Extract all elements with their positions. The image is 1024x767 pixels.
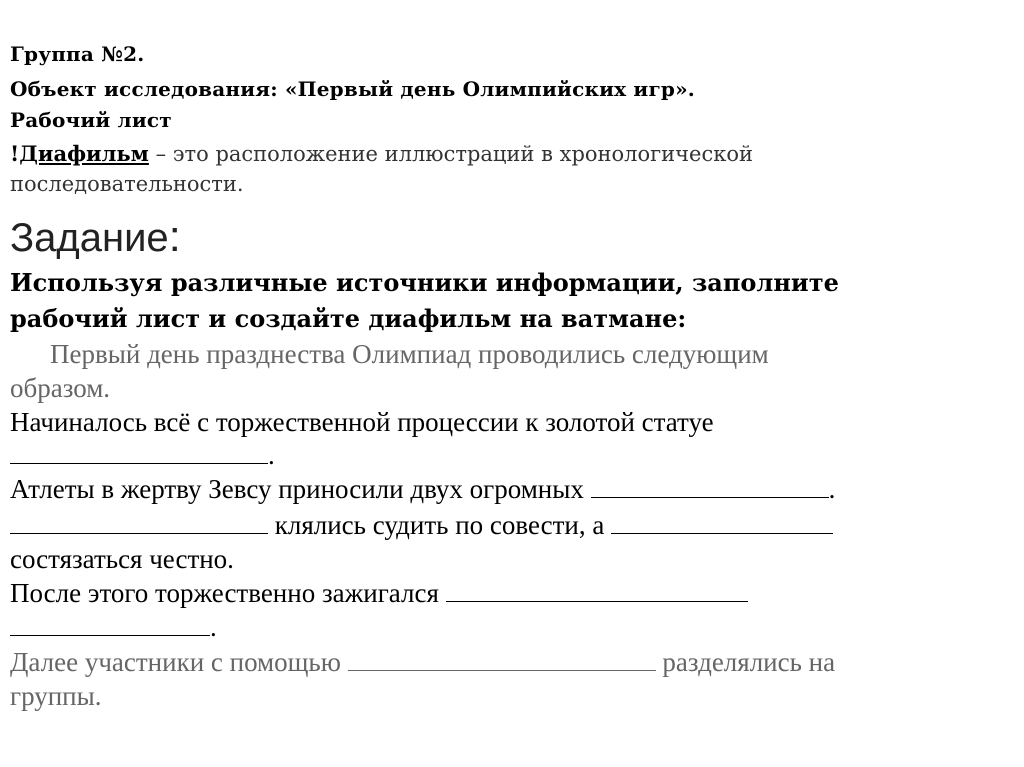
sentence-procession: Начиналось всё с торжественной процессии к золотой статуе (10, 407, 714, 437)
definition-line-1 (10, 141, 753, 166)
sentence-oath-text: клялись судить по совести, а (268, 510, 612, 540)
definition-text: – это расположение иллюстраций в хронологической (148, 142, 753, 166)
sentence-groups-end: разделялись на (655, 647, 836, 677)
sentence-procession-blank-line (10, 440, 275, 471)
definition-mark: ! (10, 141, 20, 166)
task-instruction-2: рабочий лист и создайте диафильм на ватмане: (10, 304, 687, 333)
fill-in-blank[interactable] (10, 613, 210, 636)
sentence-groups-line-2: группы. (10, 681, 102, 711)
sentence-sacrifice (10, 474, 835, 505)
task-instruction-1: Используя различные источники информации, заполните (10, 268, 839, 297)
definition-term: Диафильм (19, 141, 149, 166)
sentence-oath-end: состязаться честно. (10, 544, 234, 574)
intro-line-1: Первый день празднества Олимпиад проводились следующим (50, 339, 769, 369)
task-heading-colon: : (168, 212, 181, 261)
sentence-end: . (828, 474, 836, 504)
intro-line-2: образом. (10, 373, 111, 403)
fill-in-blank[interactable] (611, 511, 833, 534)
sentence-fire-blank-line (10, 612, 217, 643)
definition-line-2: последовательности. (10, 172, 244, 196)
sentence-sacrifice-text: Атлеты в жертву Зевсу приносили двух огромных (10, 474, 591, 504)
task-heading (10, 212, 181, 262)
sentence-groups (10, 647, 835, 678)
sentence-end: . (268, 440, 275, 470)
sentence-oath (10, 510, 833, 541)
fill-in-blank[interactable] (348, 648, 656, 671)
task-heading-text: Задание (10, 216, 169, 260)
fill-in-blank[interactable] (446, 579, 748, 602)
fill-in-blank[interactable] (10, 441, 268, 464)
research-object: Объект исследования: «Первый день Олимпийских игр». (10, 77, 695, 101)
sentence-end: . (210, 612, 217, 642)
sentence-groups-text: Далее участники с помощью (10, 647, 348, 677)
sentence-fire-text: После этого торжественно зажигался (10, 578, 446, 608)
fill-in-blank[interactable] (10, 511, 268, 534)
group-title: Группа №2. (10, 42, 145, 66)
fill-in-blank[interactable] (591, 475, 829, 498)
worksheet-label: Рабочий лист (10, 108, 172, 132)
sentence-fire (10, 578, 748, 609)
